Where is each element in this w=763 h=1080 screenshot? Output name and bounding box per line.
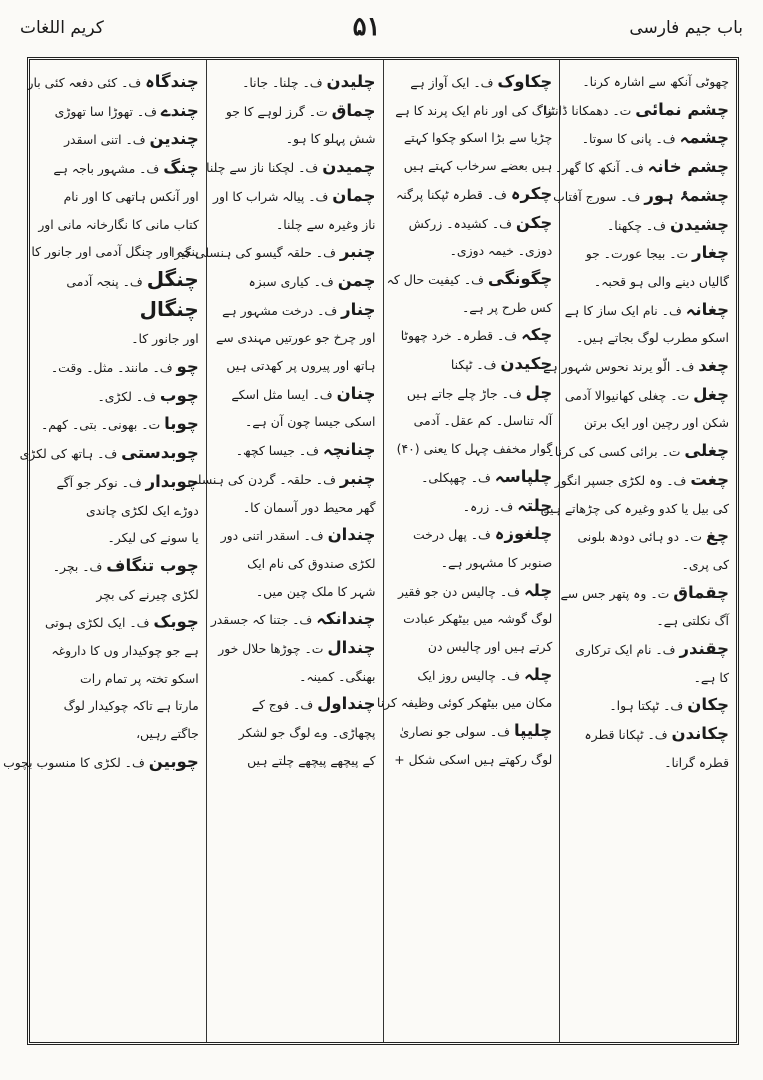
entry-column-2	[376, 60, 560, 1042]
entry-line	[214, 380, 376, 409]
definition-text: آگ نکلتی ہے۔	[656, 613, 729, 629]
entry-line	[37, 353, 199, 382]
entry-line	[391, 661, 553, 690]
entry-line	[391, 350, 553, 379]
definition-text: لکڑی چیرنے کی بچر	[96, 586, 199, 602]
entry-line	[37, 608, 199, 637]
entry-line	[37, 552, 199, 581]
definition-text: چھوٹی آنکھ سے اشارہ کرنا۔	[582, 74, 729, 89]
definition-text: قطرہ گرانا۔	[664, 754, 729, 770]
headword: چقندر	[679, 639, 729, 659]
headword: چوبک	[153, 612, 199, 632]
page-number: ۵۱	[352, 12, 381, 42]
entry-line	[391, 68, 553, 97]
definition-text: ف۔ سورج آفتاب	[553, 188, 645, 204]
entry-line	[37, 382, 199, 411]
definition-text: ف۔ ایک آواز ہے	[410, 75, 498, 90]
definition-text: جاگتے رہیں،	[136, 726, 199, 742]
entry-line	[37, 325, 199, 353]
entry-line	[391, 577, 553, 606]
headword: چندین	[149, 129, 199, 149]
entry-line	[567, 691, 729, 720]
headword: چمان	[332, 185, 376, 205]
entry-line	[214, 521, 376, 550]
headword: چلیدن	[326, 72, 376, 91]
definition-text: ف۔ چالیس دن جو فقیر	[397, 583, 524, 599]
entry-line	[391, 717, 553, 746]
definition-text: کے پیچھے پیچھے چلتے ہیں	[247, 752, 376, 768]
definition-text: ہے جو چوکیدار وں کا داروغہ	[51, 643, 199, 659]
definition-text: کی پری۔	[681, 556, 729, 572]
entry-line	[391, 97, 553, 125]
definition-text: شش پہلو کا ہو۔	[285, 131, 376, 147]
entry-line	[567, 68, 729, 96]
definition-text: گھر محیط دور آسمان کا۔	[242, 499, 376, 515]
entry-line	[567, 268, 729, 296]
entry-line	[547, 437, 729, 466]
entry-line	[567, 635, 729, 664]
entry-line	[214, 211, 376, 239]
definition-text: آلہ تناسل۔ کم عقل۔ آدمی	[413, 413, 553, 429]
definition-text: شہر کا ملک چین میں۔	[255, 583, 376, 599]
entry-line	[37, 296, 199, 326]
entry-line	[206, 153, 376, 182]
headword: چوبین	[148, 751, 199, 771]
headword: چنبر	[339, 242, 376, 262]
headword: چمن	[337, 270, 376, 290]
definition-text: ف۔ آنکھ کا گھر۔	[554, 160, 648, 176]
entry-line	[391, 463, 553, 492]
definition-text: ت۔ چوڑھا حلال خور	[218, 641, 328, 657]
entry-line	[19, 439, 199, 468]
headword: چقماق	[673, 582, 729, 602]
definition-text: ف۔ وہ لکڑی جسپر انگور	[554, 472, 691, 488]
definition-text: ت۔ برائی کسی کی کرنا۔	[547, 444, 685, 460]
entry-line	[187, 465, 376, 494]
headword: چغار	[692, 243, 729, 263]
headword: چنداول	[317, 694, 376, 714]
entry-line	[567, 239, 729, 268]
definition-text: مارتا ہے تاکہ چوکیدار لوگ	[63, 698, 199, 714]
entry-line	[214, 182, 376, 211]
definition-text: چڑیا سے بڑا اسکو چکوا کہتے	[403, 130, 553, 146]
headword: چشم خانہ	[647, 157, 729, 177]
entry-line	[37, 266, 199, 296]
headword: چشم نمائی	[635, 99, 729, 119]
definition-text: ف۔ قطرہ۔ خرد چھوٹا	[400, 328, 522, 344]
entry-line	[214, 352, 376, 380]
headword: چکاندن	[671, 724, 729, 744]
headword: چندانکہ	[316, 609, 376, 629]
definition-text: کا ہے۔	[693, 669, 729, 685]
headword: چوبا	[164, 414, 199, 434]
entry-line	[567, 551, 729, 579]
headword: چل	[525, 382, 553, 402]
definition-text: ف۔ کئی دفعہ کئی بار	[27, 75, 146, 90]
definition-text: اور چرخ جو عورتیں مہندی سے	[215, 330, 376, 346]
entry-line	[214, 125, 376, 153]
entry-line	[37, 665, 199, 693]
definition-text: ف۔ اسقدر اتنی دور	[220, 528, 328, 544]
entry-line	[214, 436, 376, 465]
definition-text: لوگ گوشہ میں بیٹھکر عبادت	[403, 611, 553, 627]
headword: چنگل	[146, 266, 199, 291]
headword: چغانہ	[685, 299, 729, 319]
entry-line	[391, 746, 553, 774]
headword: چنبر	[339, 468, 376, 488]
entry-line	[567, 124, 729, 153]
headword: چلیپا	[513, 721, 553, 741]
entry-line	[214, 296, 376, 325]
entry-line	[214, 97, 376, 126]
entry-line	[37, 637, 199, 665]
headword: چلپاسہ	[494, 466, 553, 486]
headword: چندے	[160, 100, 199, 120]
entry-line	[391, 152, 553, 180]
headword: چنانچہ	[322, 440, 376, 460]
definition-text: بھنگی۔ کمینہ۔	[299, 668, 376, 684]
entry-line	[540, 495, 729, 523]
headword: چغل	[693, 384, 729, 404]
headword: چکاوک	[497, 72, 553, 91]
definition-text: ت۔ وہ پتھر جس سے	[560, 585, 674, 601]
definition-text: ہیں بعضے سرخاب کہتے ہیں	[403, 158, 553, 174]
headword: چشمۂ ہور	[644, 185, 729, 205]
definition-text: شکن اور رچین اور ایک برتن	[583, 415, 729, 431]
definition-text: ف۔ درخت مشہور ہے	[222, 302, 342, 318]
entry-line	[391, 549, 553, 577]
definition-text: ف۔ ایسا مثل اسکے	[231, 386, 337, 402]
headword: چلغوزہ	[494, 524, 553, 544]
definition-text: گالیاں دینے والی ہو قحبہ۔	[593, 273, 729, 289]
definition-text: ف۔ پنجہ آدمی	[66, 273, 147, 289]
entry-line	[214, 663, 376, 691]
definition-text: ف۔ ہاتھ کی لکڑی	[19, 446, 122, 462]
entry-line	[564, 381, 729, 410]
entry-line	[391, 294, 553, 322]
headword: چماق	[331, 100, 376, 120]
headword: چغت	[690, 469, 729, 489]
definition-text: ف۔ بچر۔	[52, 558, 107, 574]
definition-text: ف۔ ٹپکانا قطرہ	[584, 727, 672, 743]
definition-text: ف۔ کیاری سبزہ	[248, 273, 338, 289]
definition-text: کتاب مانی کا نگارخانہ مانی اور	[38, 216, 199, 232]
headword: چگونگی	[487, 268, 553, 288]
definition-text: ف۔ لکڑی۔	[97, 388, 160, 404]
entry-line	[214, 408, 376, 436]
headword: چنان	[336, 383, 376, 403]
definition-text: ف۔ نام ایک ساز کا ہے	[564, 302, 686, 318]
definition-text: ف۔ پانی کا سوتا۔	[581, 131, 680, 147]
definition-text: ف۔ ٹپکنا	[450, 357, 501, 373]
header-dictionary-title: کریم اللغات	[20, 18, 104, 38]
entry-line	[210, 605, 376, 634]
definition-text: ف۔ پھل درخت	[413, 527, 495, 543]
entry-line	[214, 68, 376, 97]
entry-line	[214, 494, 376, 522]
headword: چمیدن	[322, 157, 376, 177]
entry-line	[567, 664, 729, 692]
entry-line	[37, 497, 199, 525]
entry-line	[567, 607, 729, 635]
headword: چوبدستی	[121, 443, 199, 463]
definition-text: مکان میں بیٹھکر کوئی وظیفہ کرنا	[376, 695, 553, 711]
entry-line	[391, 407, 553, 435]
headword: چکہ	[521, 325, 553, 345]
definition-text: ف۔ جتنا کہ جسقدر	[210, 612, 317, 628]
definition-text: ف۔ مانند۔ مثل۔ وقت۔	[50, 360, 177, 376]
entry-line	[567, 324, 729, 352]
dictionary-entries-frame	[3, 57, 739, 1045]
entry-line	[554, 153, 729, 182]
headword: چنار	[341, 299, 376, 319]
definition-text: ف۔ زرہ۔	[462, 498, 518, 514]
definition-text: ت۔ دو ہائی دودھ بلونی	[577, 529, 706, 545]
entry-line	[37, 211, 199, 239]
entry-line	[386, 265, 553, 294]
entry-line	[37, 125, 199, 154]
headword: چکن	[515, 212, 553, 232]
entry-line	[567, 522, 729, 551]
definition-text: ف۔ کیفیت حال کہ	[386, 271, 488, 287]
definition-text: لوگ رکھتے ہیں اسکی شکل +	[394, 751, 553, 767]
entry-line	[214, 634, 376, 663]
definition-text: ف۔ مشہور باجہ ہے	[53, 161, 164, 177]
definition-text: ف۔ چھپکلی۔	[421, 469, 495, 485]
entry-line	[553, 182, 729, 211]
headword: چشمہ	[679, 128, 729, 148]
definition-text: ف۔ چلنا۔ جانا۔	[242, 75, 327, 90]
entry-line	[37, 581, 199, 609]
definition-text: ف۔ حلقہ گیسو کی ہنسلی گیرا	[171, 245, 340, 261]
entry-line	[391, 492, 553, 521]
page-header	[20, 8, 743, 54]
headword: چندان	[327, 525, 376, 545]
definition-text: کی بیل یا کدو وغیرہ کی چڑھاتے ہیں	[540, 500, 729, 516]
definition-text: اسکی جیسا چون آن ہے۔	[245, 414, 376, 430]
entry-line	[391, 435, 553, 463]
definition-text: ت۔ بھونی۔ بتی۔ کھم۔	[40, 417, 165, 433]
entry-line	[564, 296, 729, 325]
definition-text: ف۔ الّو یرند نحوس شہور ہے	[543, 359, 699, 375]
headword: چلہ	[523, 580, 553, 600]
headword: چکیدن	[500, 354, 553, 374]
definition-text: ف۔ ایک لکڑی ہوتی	[44, 615, 154, 631]
definition-text: ف۔ چالیس روز ایک	[417, 667, 524, 683]
definition-text: ف۔ لچکنا ناز سے چلنا	[206, 160, 323, 176]
headword: چندال	[327, 638, 376, 658]
entry-line	[3, 748, 199, 777]
definition-text: ف۔ سولی جو نصاریٰ	[399, 724, 514, 740]
definition-text: ف۔ فوج کے	[251, 697, 318, 713]
entry-line	[37, 154, 199, 183]
entry-line	[214, 719, 376, 747]
definition-text: پچھاڑی۔ وے لوگ جو لشکر	[238, 725, 376, 741]
entry-line	[37, 410, 199, 439]
definition-text: پنجہ اور چنگل آدمی اور جانور کا	[31, 244, 199, 260]
definition-text: ف۔ اتنی اسقدر	[64, 132, 150, 148]
entry-line	[391, 237, 553, 265]
entry-line	[214, 578, 376, 606]
entry-line	[567, 211, 729, 240]
headword: چغ	[705, 526, 729, 546]
definition-text: اور آنکس ہاتھی کا اور نام	[63, 188, 199, 204]
headword: چنگال	[139, 296, 199, 321]
definition-text: کس طرح پر ہے۔	[461, 299, 553, 315]
headword: چلہ	[523, 664, 553, 684]
entry-line	[567, 749, 729, 777]
entry-line	[27, 68, 199, 97]
entry-line	[391, 209, 553, 238]
definition-text: اسکو مطرب لوگ بجاتے ہیں۔	[575, 330, 729, 346]
definition-text: صنوبر کا مشہور ہے۔	[440, 554, 553, 570]
definition-text: ناز وغیرہ سے چلنا۔	[275, 216, 376, 232]
definition-text: ت۔ دھمکانا ڈانٹنا	[543, 102, 636, 118]
definition-text: اسکو تختہ پر تمام رات	[80, 670, 199, 686]
definition-text: ت۔ چغلی کھانیوالا آدمی	[564, 387, 694, 403]
headword: چشیدن	[669, 214, 729, 234]
entry-line	[37, 720, 199, 748]
entry-line	[37, 183, 199, 211]
definition-text: یا سونے کی لیکر۔	[107, 530, 199, 546]
entry-line	[391, 180, 553, 209]
headword: چکرہ	[510, 183, 553, 203]
headword: چلتہ	[517, 495, 553, 515]
entry-line	[171, 238, 376, 267]
entry-line	[543, 96, 729, 125]
definition-text: کرتے ہیں اور چالیس دن	[427, 639, 553, 655]
definition-text: ف۔ حلقہ۔ گردن کی ہنسلی	[187, 471, 340, 487]
entry-line	[37, 692, 199, 720]
definition-text: ف۔ چکھنا۔	[606, 217, 670, 233]
entry-line	[37, 97, 199, 126]
entry-line	[391, 520, 553, 549]
definition-text: لکڑی صندوق کی نام ایک	[247, 555, 376, 571]
definition-text: ف۔ جیسا کچھ۔	[235, 443, 323, 459]
headword: چوبدار	[145, 471, 199, 491]
definition-text: ت۔ بیجا عورت۔ جو	[585, 246, 693, 262]
headword: چکان	[687, 695, 729, 715]
entry-line	[214, 324, 376, 352]
definition-text: راگ کی اور نام ایک پرند کا ہے	[395, 102, 553, 118]
entry-line	[554, 466, 729, 495]
headword: چغد	[698, 356, 729, 376]
definition-text: ت۔ گرز لوہے کا جو	[225, 103, 332, 119]
headword: چوب	[159, 385, 199, 405]
entry-line	[214, 267, 376, 296]
definition-text: گوار مخفف چہل کا یعنی (۴۰)	[396, 441, 553, 457]
definition-text: ہاتھ اور پیروں پر کھدتی ہیں	[226, 358, 376, 374]
entry-column-4	[3, 60, 206, 1042]
entry-line	[31, 238, 199, 266]
entry-line	[37, 524, 199, 552]
definition-text: ف۔ قطرہ ٹپکنا پرگنہ	[396, 186, 511, 202]
headword: چنگ	[163, 158, 199, 178]
definition-text: دوزی۔ خیمہ دوزی۔	[449, 243, 553, 259]
entry-line	[214, 550, 376, 578]
entry-line	[391, 633, 553, 661]
definition-text: ف۔ تھوڑا سا تھوڑی	[54, 103, 161, 119]
definition-text: ف۔ نام ایک ترکاری	[575, 642, 680, 658]
entry-line	[391, 605, 553, 633]
definition-text: ف۔ ٹپکتا ہوا۔	[609, 698, 688, 714]
entry-line	[560, 579, 729, 608]
header-chapter-title: باب جیم فارسی	[629, 18, 743, 38]
entry-column-1	[540, 60, 736, 1042]
entry-line	[376, 689, 553, 717]
entry-line	[214, 747, 376, 775]
definition-text: ف۔ پیالہ شراب کا اور	[213, 188, 333, 204]
definition-text: ف۔ لکڑی کا منسوب بچوب	[3, 754, 149, 770]
headword: چندگاہ	[145, 72, 199, 91]
headword: چوب تنگاف	[106, 555, 199, 575]
entry-line	[37, 468, 199, 497]
entry-line	[543, 352, 729, 381]
definition-text: ف۔ کشیدہ۔ زرکش	[408, 215, 516, 231]
definition-text: ف۔ نوکر جو آگے	[56, 474, 146, 490]
headword: چو	[176, 357, 199, 377]
entry-line	[567, 720, 729, 749]
definition-text: ف۔ جاڑ چلے جاتے ہیں	[406, 385, 526, 401]
entry-line	[391, 124, 553, 152]
definition-text: دوڑے ایک لکڑی چاندی	[85, 502, 199, 518]
entry-line	[391, 321, 553, 350]
definition-text: اور جانور کا۔	[131, 331, 199, 347]
headword: چغلی	[684, 441, 729, 461]
entry-line	[391, 379, 553, 408]
entry-line	[567, 409, 729, 437]
entry-line	[214, 690, 376, 719]
